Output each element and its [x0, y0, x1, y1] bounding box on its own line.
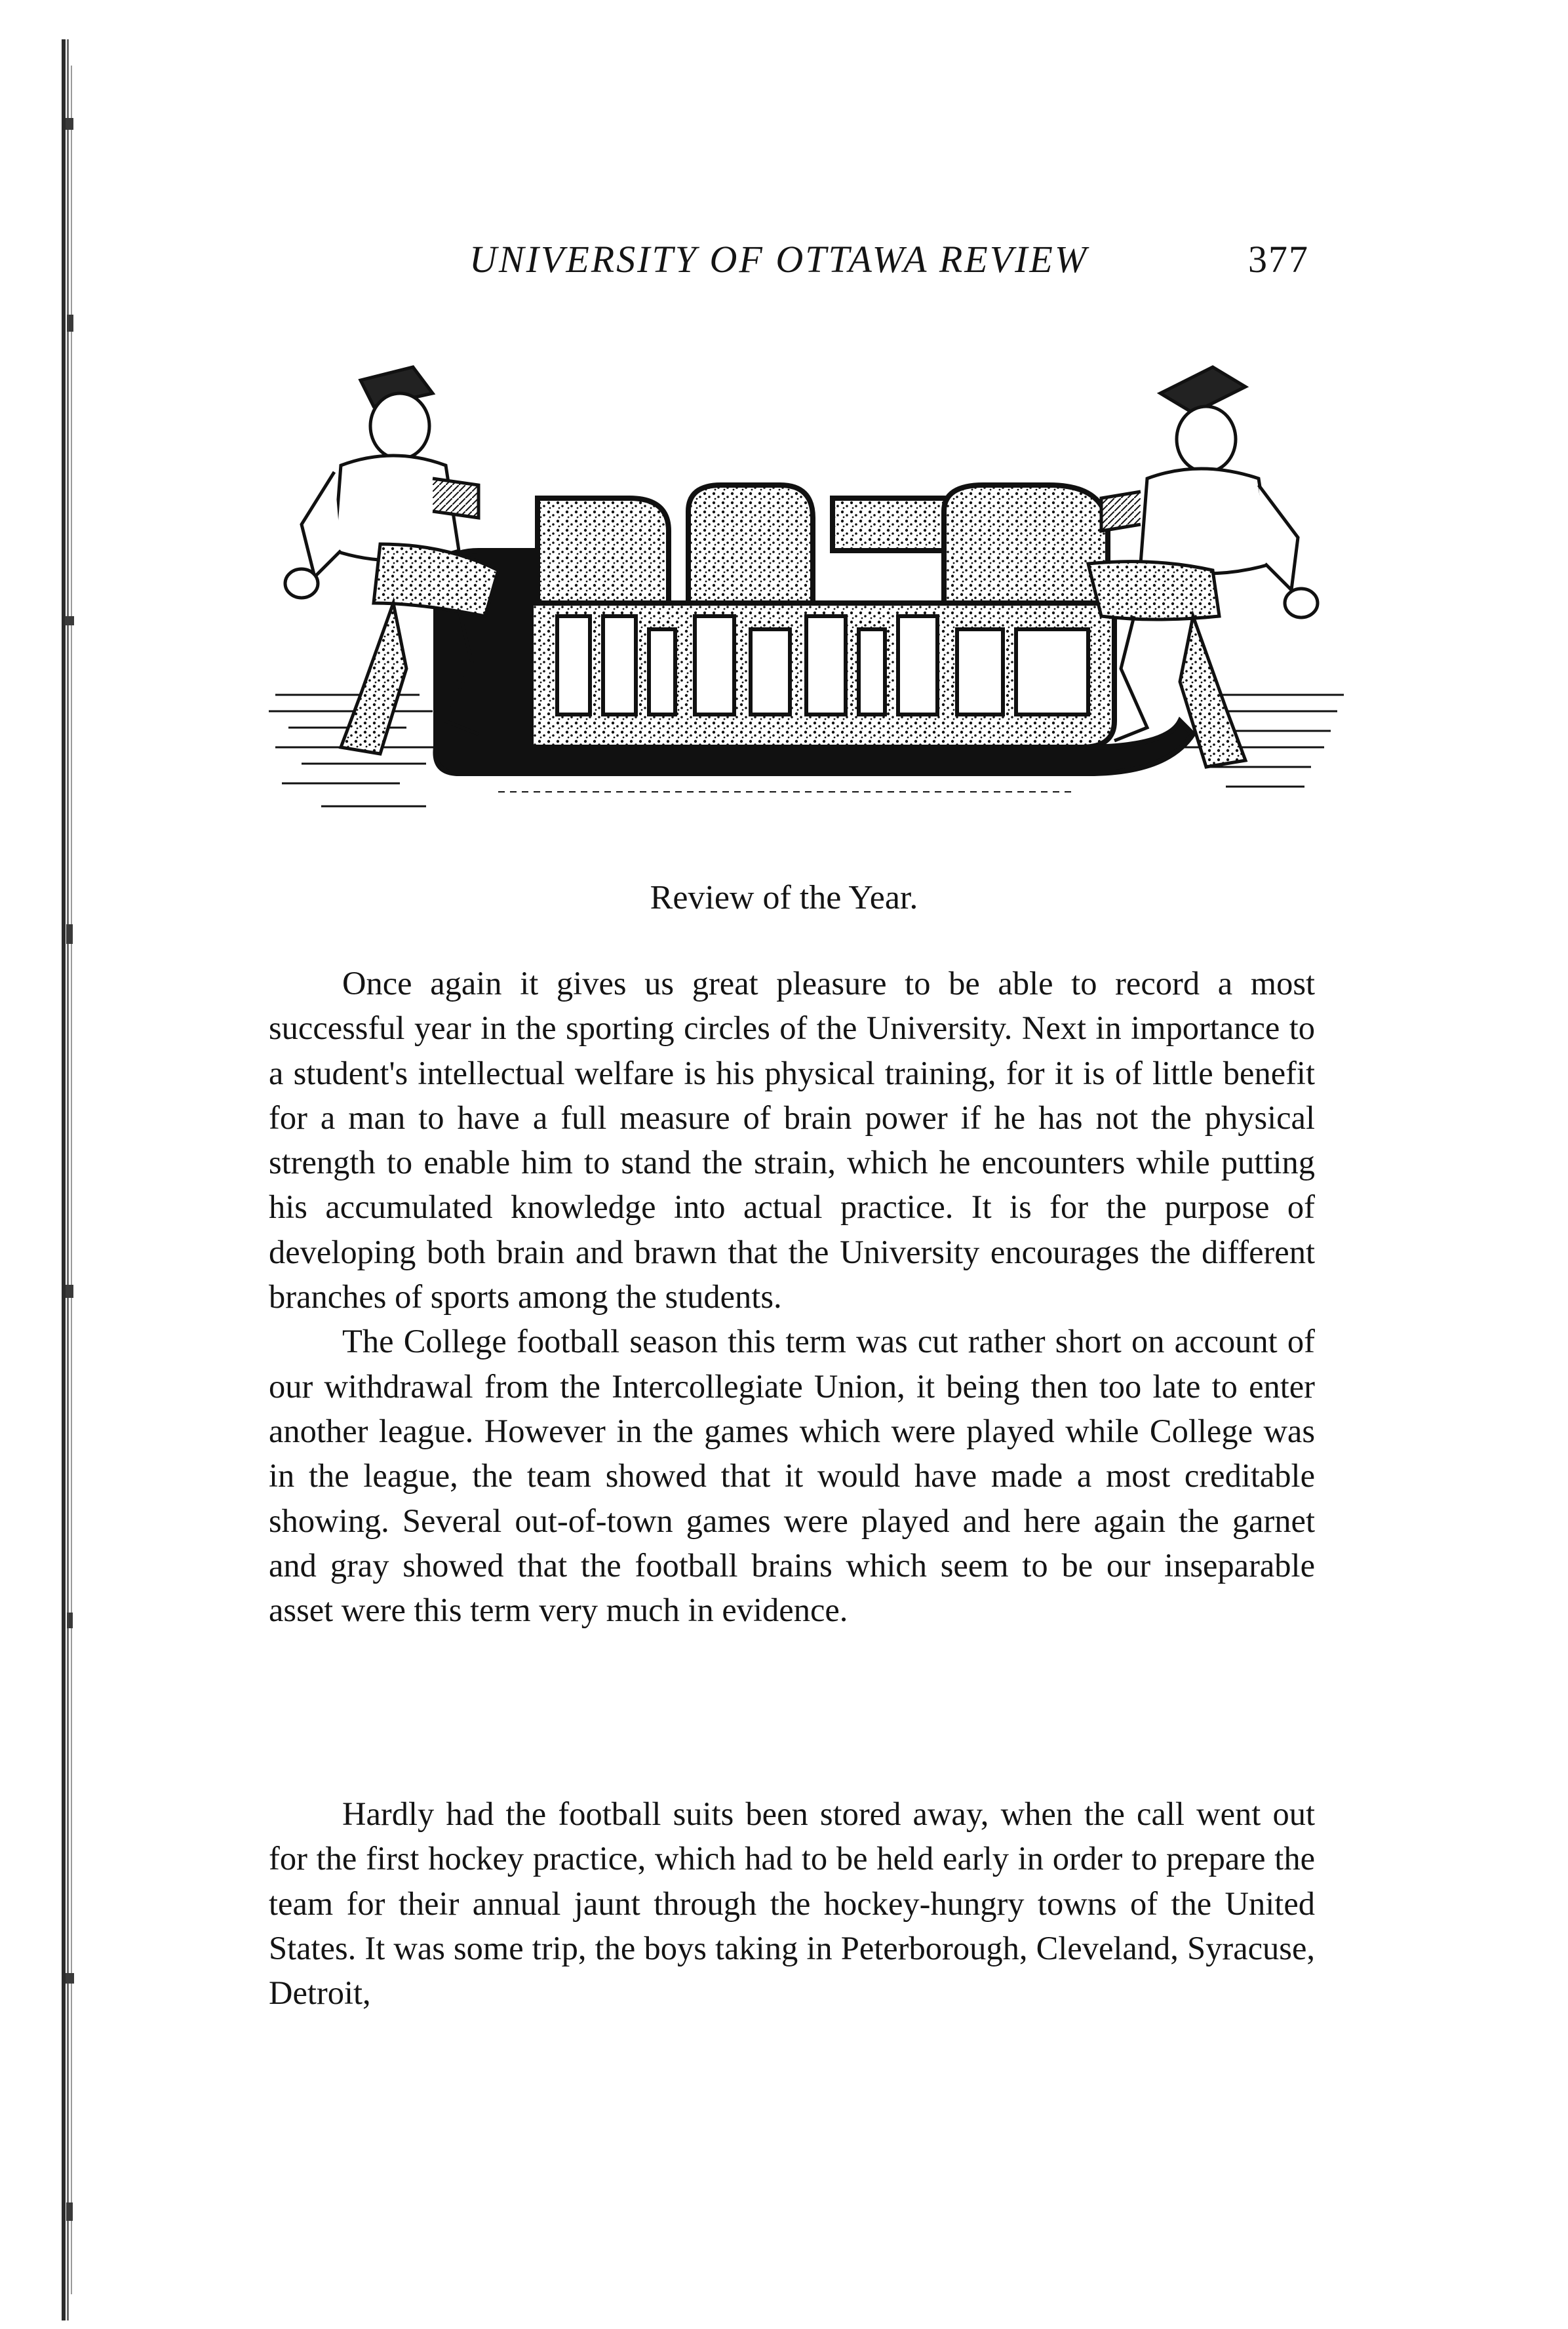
paragraph: Hardly had the football suits been stored away, when the call went out for the first hockey practice, which had to be held early in order to prepare the team for their annual jaunt through the hockey-hungry towns of the United States. It was some trip, the boys taking in Peterborough, Cleveland, Syracuse, Detroit,	[269, 1795, 1315, 2012]
page-number: 377	[1248, 238, 1309, 281]
athletics-headpiece-illustration	[262, 354, 1350, 826]
body-text-block	[269, 1791, 1315, 2015]
body-text-block	[269, 961, 1315, 1632]
journal-title: UNIVERSITY OF OTTAWA REVIEW	[469, 238, 1089, 281]
running-head	[0, 237, 1568, 290]
paragraph: The College football season this term was cut rather short on account of our withdrawal from the Intercollegiate Union, it being then too late to enter another league. However in the games which were played while College was in the league, the team showed that it would have made a most creditable showing. Several out-of-town games were played and here again the garnet and gray showed that the football brains which seem to be our inseparable asset were this term very much in evidence.	[269, 1323, 1315, 1629]
paragraph: Once again it gives us great pleasure to be able to record a most successful year in the sporting circles of the University. Next in importance to a student's intellectual welfare is his physical training, for it is of little benefit for a man to have a full measure of brain power if he has not the physical strength to enable him to stand the strain, which he encounters while putting his accumulated knowledge into actual practice. It is for the purpose of developing both brain and brawn that the University encourages the different branches of sports among the students.	[269, 965, 1315, 1316]
page-binding-edge	[59, 39, 98, 2320]
right-athlete-figure	[1088, 367, 1318, 767]
section-title: Review of the Year.	[650, 879, 918, 916]
